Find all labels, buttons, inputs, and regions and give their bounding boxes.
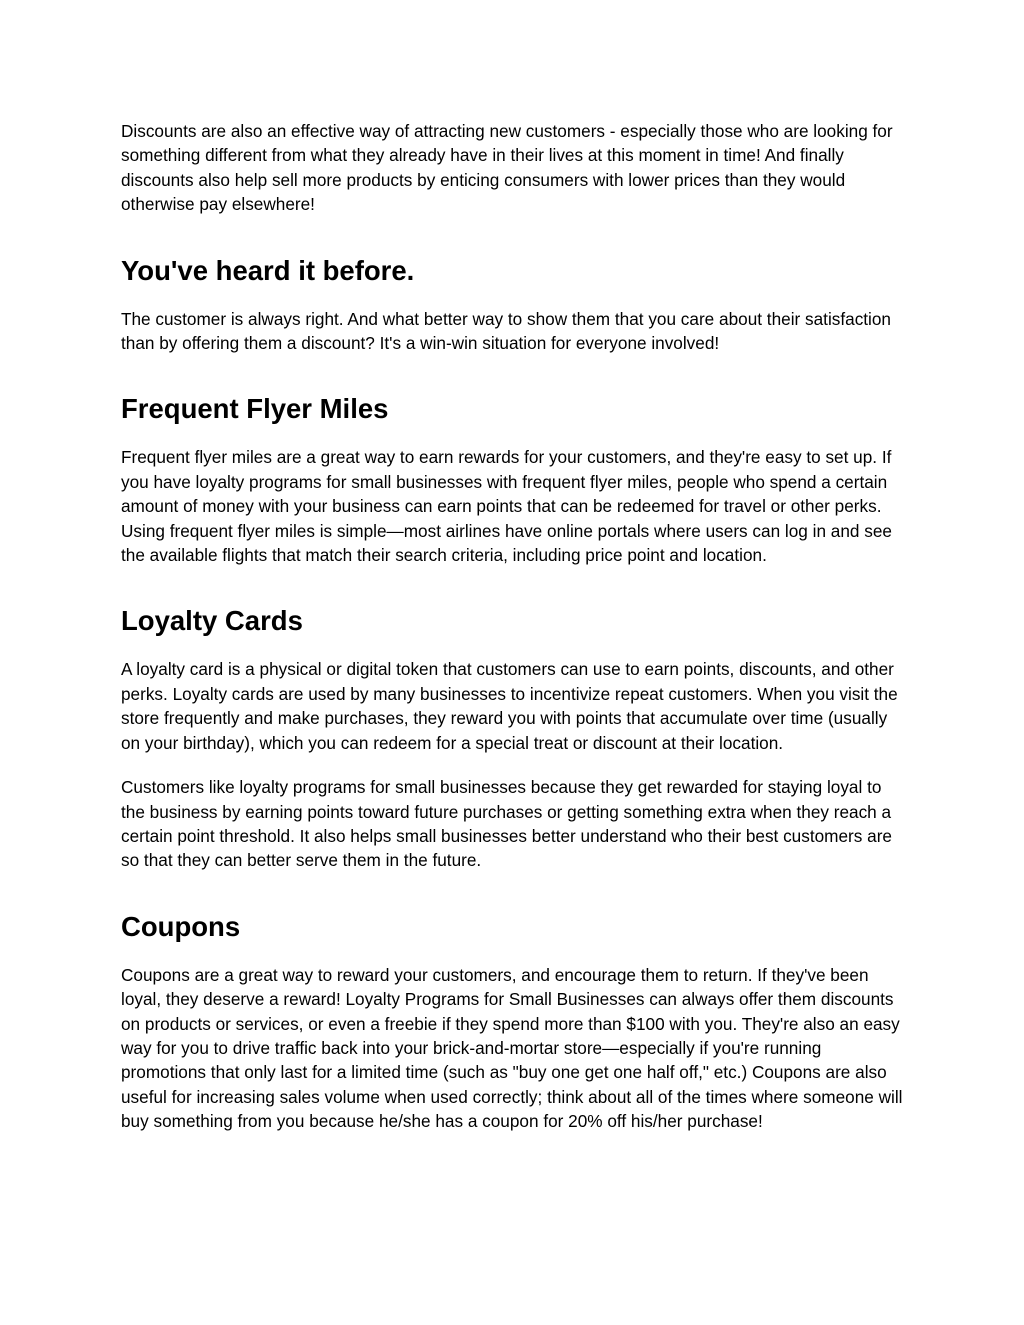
heading-frequent-flyer-miles: Frequent Flyer Miles: [121, 393, 389, 425]
heading-coupons: Coupons: [121, 910, 241, 942]
paragraph-youve-heard-it-before: The customer is always right. And what better way to show them that you care about their satisfaction than by offering them a discount? It's a win-win situation for everyone involved!: [121, 308, 891, 354]
document-page: [121, 119, 906, 1134]
paragraph-frequent-flyer-miles: Frequent flyer miles are a great way to earn rewards for your customers, and they're easy to set up. If you have loyalty programs for small businesses with frequent flyer miles, people who spend a certain amount of money with your business can earn points that can be redeemed for travel or other perks. Using frequent flyer miles is simple—most airlines have online portals where users can log in and see the available flights that match their search criteria, including price point and location.: [121, 447, 892, 566]
paragraph-loyalty-cards-1: A loyalty card is a physical or digital token that customers can use to earn points, discounts, and other perks. Loyalty cards are used by many businesses to incentivize repeat customers. When you visit the store frequently and make purchases, they reward you with points that accumulate over time (usually on your birthday), which you can redeem for a special treat or discount at their location.: [121, 659, 898, 753]
heading-youve-heard-it-before: You've heard it before.: [121, 254, 415, 286]
intro-paragraph: Discounts are also an effective way of attracting new customers - especially those who are looking for something different from what they already have in their lives at this moment in time! And finally discounts also help sell more products by enticing consumers with lower prices than they would otherwise pay elsewhere!: [121, 121, 893, 215]
paragraph-coupons: Coupons are a great way to reward your customers, and encourage them to return. If they've been loyal, they deserve a reward! Loyalty Programs for Small Businesses can always offer them discounts on products or services, or even a freebie if they spend more than $100 with you. They're also an easy way for you to drive traffic back into your brick-and-mortar store—especially if you're running promotions that only last for a limited time (such as "buy one get one half off," etc.) Coupons are also useful for increasing sales volume when used correctly; think about all of the times where someone will buy something from you because he/she has a coupon for 20% off his/her purchase!: [121, 964, 903, 1132]
heading-loyalty-cards: Loyalty Cards: [121, 605, 303, 637]
paragraph-loyalty-cards-2: Customers like loyalty programs for small businesses because they get rewarded for staying loyal to the business by earning points toward future purchases or getting something extra when they reach a certain point threshold. It also helps small businesses better understand who their best customers are so that they can better serve them in the future.: [121, 777, 892, 871]
